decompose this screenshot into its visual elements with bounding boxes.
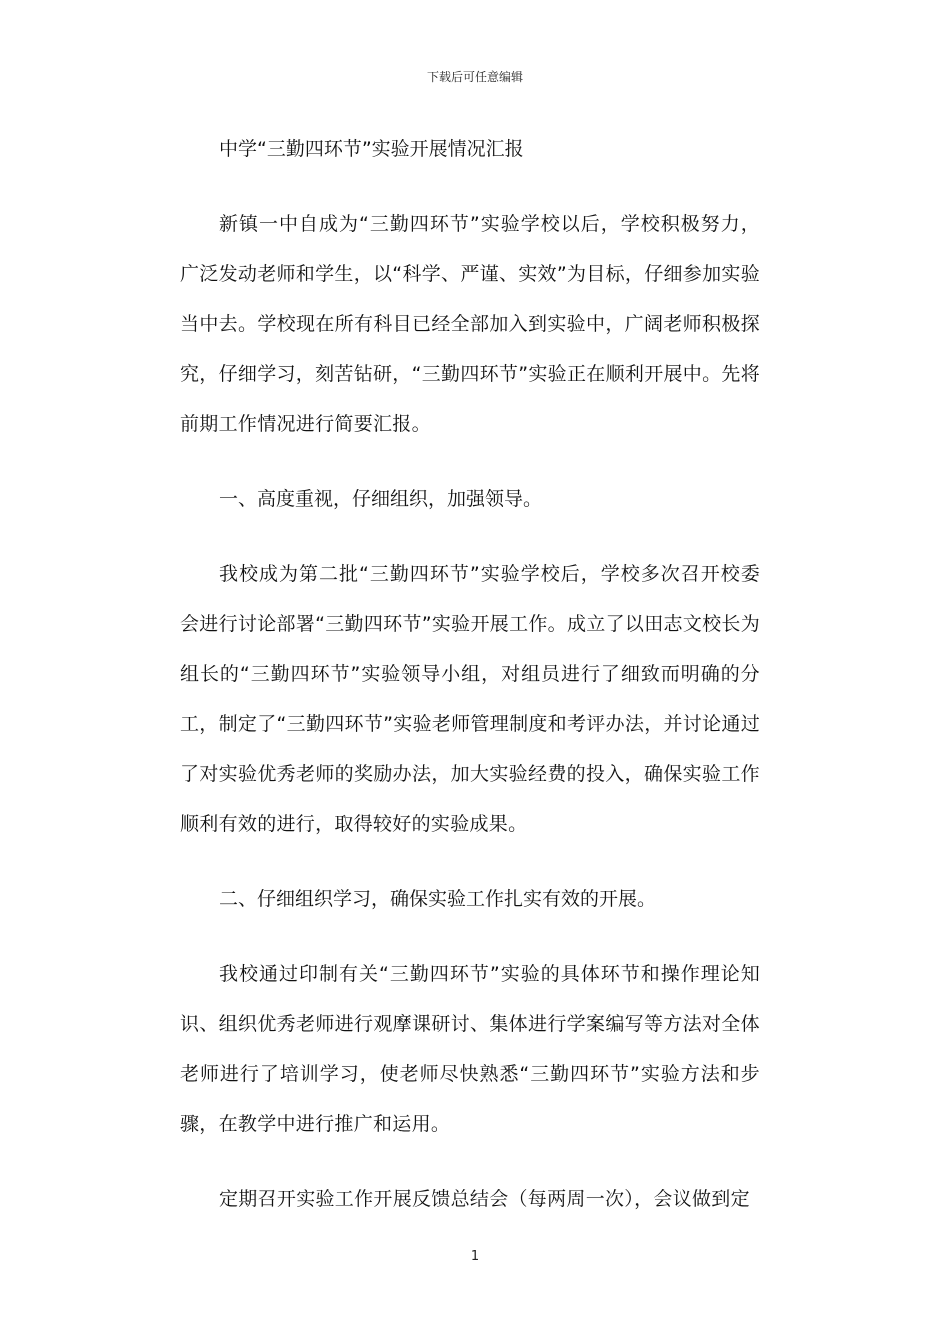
document-body [180, 124, 760, 1249]
section-3-paragraph-partial: 定期召开实验工作开展反馈总结会（每两周一次），会议做到定 [219, 1188, 750, 1210]
section-heading-2: 二、仔细组织学习，确保实验工作扎实有效的开展。 [219, 888, 657, 910]
document-title: 中学“三勤四环节”实验开展情况汇报 [219, 138, 524, 160]
intro-paragraph: 新镇一中自成为“三勤四环节”实验学校以后，学校积极努力，广泛发动老师和学生，以“科学、严谨、实效”为目标，仔细参加实验当中去。学校现在所有科目已经全部加入到实验中，广阔老师积极探究，仔细学习，刻苦钻研，“三勤四环节”实验正在顺利开展中。先将前期工作情况进行简要汇报。 [180, 213, 760, 435]
section-heading-1: 一、高度重视，仔细组织，加强领导。 [219, 488, 543, 510]
section-1-paragraph: 我校成为第二批“三勤四环节”实验学校后，学校多次召开校委会进行讨论部署“三勤四环节”实验开展工作。成立了以田志文校长为组长的“三勤四环节”实验领导小组，对组员进行了细致而明确的分工，制定了“三勤四环节”实验老师管理制度和考评办法，并讨论通过了对实验优秀老师的奖励办法，加大实验经费的投入，确保实验工作顺利有效的进行，取得较好的实验成果。 [180, 563, 760, 835]
section-2-paragraph: 我校通过印制有关“三勤四环节”实验的具体环节和操作理论知识、组织优秀老师进行观摩课研讨、集体进行学案编写等方法对全体老师进行了培训学习，使老师尽快熟悉“三勤四环节”实验方法和步骤，在教学中进行推广和运用。 [180, 963, 760, 1135]
header-note: 下载后可任意编辑 [426, 70, 523, 84]
page-number: 1 [470, 1249, 480, 1264]
